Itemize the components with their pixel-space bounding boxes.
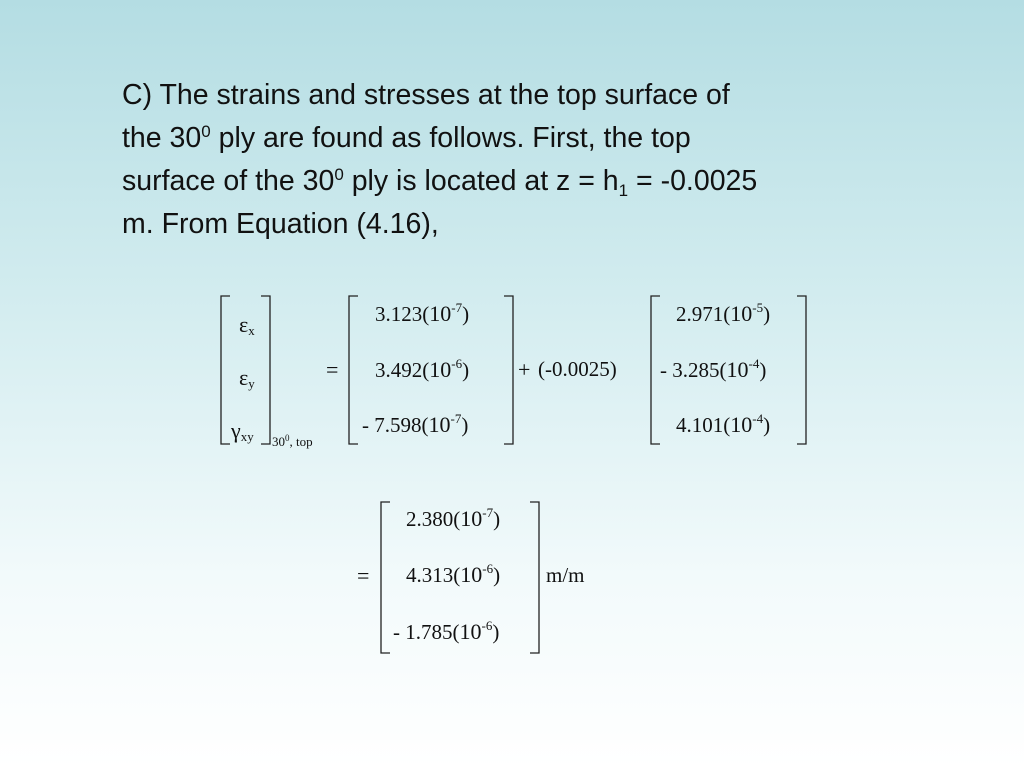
- lhs-left-bracket: [221, 296, 230, 444]
- text-line-4: m. From Equation (4.16),: [122, 208, 439, 240]
- midplane-strain-y: $3.492(10^{-6})$: [375, 356, 470, 382]
- gamma-xy: $\gamma_{xy}$: [231, 418, 254, 444]
- equals-sign: =: [326, 357, 339, 382]
- h-subscript: 1: [618, 181, 629, 200]
- result-left-bracket: [381, 502, 390, 653]
- degree-superscript: 0: [334, 165, 344, 184]
- text-line-2-a: the 30: [122, 122, 202, 154]
- result-unit: m/m: [546, 563, 585, 587]
- text-line-1: C) The strains and stresses at the top surface of: [122, 79, 730, 111]
- z-coordinate-factor: (-0.0025): [538, 357, 617, 381]
- text-line-3-b: ply is located at z = h: [343, 165, 619, 197]
- text-line-3-c: = -0.0025: [628, 165, 758, 197]
- curvature-left-bracket: [651, 296, 660, 444]
- text-line-2-b: ply are found as follows. First, the top: [210, 122, 691, 154]
- lhs-right-bracket: [261, 296, 270, 444]
- curvature-y: - $3.285(10^{-4})$: [660, 356, 767, 382]
- curvature-right-bracket: [797, 296, 806, 444]
- epsilon-x: $\varepsilon_x$: [239, 312, 255, 338]
- plus-sign: +: [518, 357, 531, 382]
- degree-superscript: 0: [201, 122, 211, 141]
- result-strain-x: $2.380(10^{-7})$: [406, 505, 501, 531]
- strain-right-bracket: [504, 296, 513, 444]
- vector-subscript-label: $30^0$, top: [272, 433, 313, 449]
- equals-sign: =: [357, 563, 370, 588]
- result-right-bracket: [530, 502, 539, 653]
- result-strain-xy: - $1.785(10^{-6})$: [393, 618, 500, 644]
- curvature-x: $2.971(10^{-5})$: [676, 300, 771, 326]
- result-strain-y: $4.313(10^{-6})$: [406, 561, 501, 587]
- curvature-xy: $4.101(10^{-4})$: [676, 411, 771, 437]
- midplane-strain-x: $3.123(10^{-7})$: [375, 300, 470, 326]
- epsilon-y: $\varepsilon_y$: [239, 365, 255, 391]
- strain-left-bracket: [349, 296, 358, 444]
- midplane-strain-xy: - $7.598(10^{-7})$: [362, 411, 469, 437]
- text-line-3-a: surface of the 30: [122, 165, 335, 197]
